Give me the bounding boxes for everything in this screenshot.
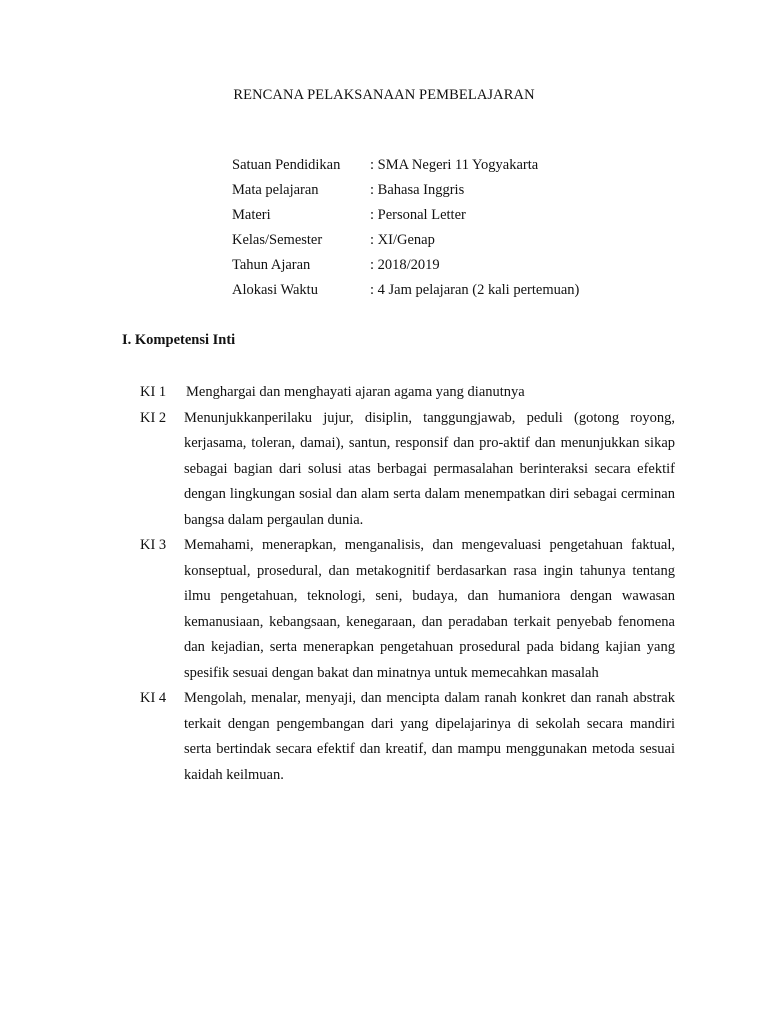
ki-code: KI 3: [140, 537, 167, 553]
identity-value: : 4 Jam pelajaran (2 kali pertemuan): [370, 282, 580, 298]
ki-code: KI 1: [140, 384, 167, 400]
identity-row: [232, 231, 652, 256]
ki-text: Menghargai dan menghayati ajaran agama yang dianutnya: [186, 384, 525, 400]
identity-label: Kelas/Semester: [232, 232, 323, 248]
kompetensi-inti-list: [140, 380, 675, 788]
ki-item: [140, 533, 675, 686]
section-heading: I. Kompetensi Inti: [122, 332, 236, 348]
ki-text: Mengolah, menalar, menyaji, dan mencipta dalam ranah konkret dan ranah abstrak terkait dengan pengembangan dari yang dipelajarinya di sekolah secara mandiri serta bertindak secara efektif dan kreatif, dan mampu menggunakan metoda sesuai kaidah keilmuan.: [184, 690, 675, 783]
ki-code: KI 4: [140, 690, 167, 706]
identity-row: [232, 256, 652, 281]
identity-label: Tahun Ajaran: [232, 257, 311, 273]
ki-item: [140, 380, 675, 406]
identity-label: Mata pelajaran: [232, 182, 319, 198]
ki-item: [140, 406, 675, 534]
document-title: RENCANA PELAKSANAAN PEMBELAJARAN: [233, 87, 535, 103]
identity-row: [232, 281, 652, 306]
identity-value: : SMA Negeri 11 Yogyakarta: [370, 157, 539, 173]
identity-row: [232, 156, 652, 181]
identity-label: Materi: [232, 207, 271, 223]
ki-code: KI 2: [140, 409, 167, 426]
identity-value: : 2018/2019: [370, 257, 440, 273]
identity-value: : Personal Letter: [370, 207, 466, 223]
identity-value: : XI/Genap: [370, 232, 435, 248]
identity-row: [232, 206, 652, 231]
ki-item: [140, 686, 675, 788]
identity-label: Alokasi Waktu: [232, 282, 318, 298]
identity-table: [232, 156, 652, 306]
identity-row: [232, 181, 652, 206]
identity-label: Satuan Pendidikan: [232, 157, 341, 173]
ki-text: Menunjukkanperilaku jujur, disiplin, tanggungjawab, peduli (gotong royong, kerjasama, toleran, damai), santun, responsif dan pro-aktif dan menunjukkan sikap sebagai bagian dari solusi atas berbagai permasalahan berinteraksi secara efektif dengan lingkungan sosial dan alam serta dalam menempatkan diri sebagai cerminan bangsa dalam pergaulan dunia.: [184, 409, 675, 528]
identity-value: : Bahasa Inggris: [370, 182, 465, 198]
ki-text: Memahami, menerapkan, menganalisis, dan mengevaluasi pengetahuan faktual, konseptual, prosedural, dan metakognitif berdasarkan rasa ingin tahunya tentang ilmu pengetahuan, teknologi, seni, budaya, dan humaniora dengan wawasan kemanusiaan, kebangsaan, kenegaraan, dan peradaban terkait penyebab fenomena dan kejadian, serta menerapkan pengetahuan prosedural pada bidang kajian yang spesifik sesuai dengan bakat dan minatnya untuk memecahkan masalah: [184, 537, 675, 681]
